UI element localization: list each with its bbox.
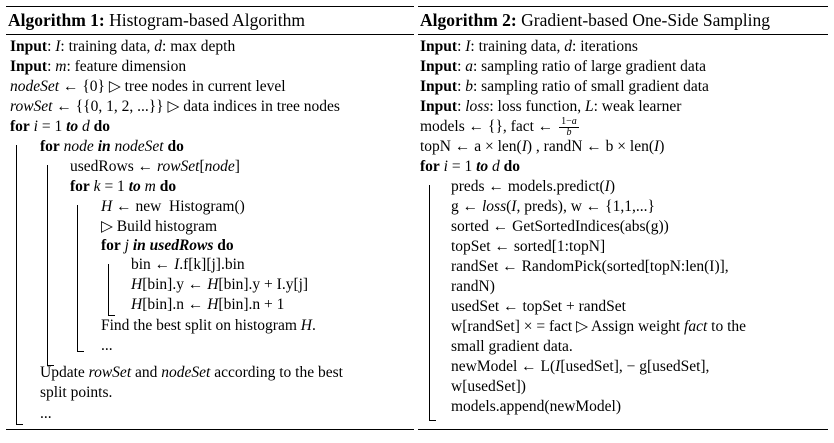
algo1-line-1: Input: I: training data, d: max depth [10,38,236,55]
algo1-line-17: Update rowSet and nodeSet according to the best [40,364,343,381]
algorithm-1-box [6,6,414,431]
algorithm-2-box [418,6,828,431]
top-rule [6,6,414,7]
algo1-line-13: H[bin].y ← H[bin].y + I.y[j] [131,276,309,293]
algo2-line-6: topN ← a × len(I) , randN ← b × len(I) [420,138,665,155]
algo2-line-4: Input: loss: loss function, L: weak learner [420,98,682,115]
algo1-line-9: H ← new Histogram() [101,198,245,215]
algo1-line-6: for node in nodeSet do [40,138,184,155]
caption-rule [6,34,414,35]
algo1-line-5: for i = 1 to d do [10,118,111,135]
bottom-rule [6,429,414,430]
algo2-line-16: small gradient data. [451,338,573,355]
algo2-line-5: models ← {}, fact ← $\frac{1-a}{b}$ [420,116,577,138]
algo1-line-12: bin ← I.f[k][j].bin [131,256,245,273]
for-i-block-bar [16,145,17,424]
caption-label: Algorithm 1: [8,10,105,30]
top-rule [418,6,828,7]
algo1-line-15: Find the best split on histogram H. [101,317,316,334]
caption-title: Gradient-based One-Side Sampling [521,10,770,30]
algo1-line-10: ▷ Build histogram [101,218,218,235]
algo2-line-12: randSet ← RandomPick(sorted[topN:len(I)], [451,258,729,275]
for-j-block-bar [108,264,109,315]
for-i-block-foot [16,424,23,425]
algo1-line-14: H[bin].n ← H[bin].n + 1 [131,296,285,313]
algo2-line-9: g ← loss(I, preds), w ← {1,1,...} [451,198,655,215]
algorithm-1-caption [8,10,305,31]
algo2-line-2: Input: a: sampling ratio of large gradient data [420,58,706,75]
algo1-line-3: nodeSet ← {0} ▷ tree nodes in current level [10,78,286,95]
algo2-line-15: w[randSet] × = fact ▷ Assign weight fact to the [451,318,747,335]
for-k-block-bar [77,205,78,351]
fraction: $\frac{1-a}{b}$ [561,116,577,138]
algo1-line-4: rowSet ← {{0, 1, 2, ...}} ▷ data indices in tree nodes [10,98,340,115]
algo2-line-8: preds ← models.predict(I) [451,178,616,195]
caption-rule [418,34,828,35]
algo2-line-10: sorted ← GetSortedIndices(abs(g)) [451,218,669,235]
algo2-line-14: usedSet ← topSet + randSet [451,298,626,315]
algo2-line-11: topSet ← sorted[1:topN] [451,238,606,255]
algo2-line-13: randN) [451,278,495,295]
algo2-line-17: newModel ← L(I[usedSet], − g[usedSet], [451,358,710,375]
algo2-line-7: for i = 1 to d do [420,158,521,175]
for-i-block-bar [429,185,430,420]
algorithm-2-caption [420,10,770,31]
algo1-line-2: Input: m: feature dimension [10,58,187,75]
bottom-rule [418,429,828,430]
algo1-line-7: usedRows ← rowSet[node] [70,158,240,175]
algo1-line-18: split points. [40,384,113,401]
algo1-line-19: ... [40,405,52,422]
for-i-block-foot [429,420,436,421]
algo1-line-8: for k = 1 to m do [70,178,177,195]
algo2-line-3: Input: b: sampling ratio of small gradient data [420,78,709,95]
caption-title: Histogram-based Algorithm [109,10,305,30]
for-node-block-bar [47,165,48,365]
algo2-line-1: Input: I: training data, d: iterations [420,38,638,55]
for-k-block-foot [77,351,84,352]
algo2-line-19: models.append(newModel) [451,398,622,415]
algo2-line-18: w[usedSet]) [451,378,526,395]
caption-label: Algorithm 2: [420,10,517,30]
algo1-line-16: ... [101,337,113,354]
algo1-line-11: for j in usedRows do [101,237,234,254]
